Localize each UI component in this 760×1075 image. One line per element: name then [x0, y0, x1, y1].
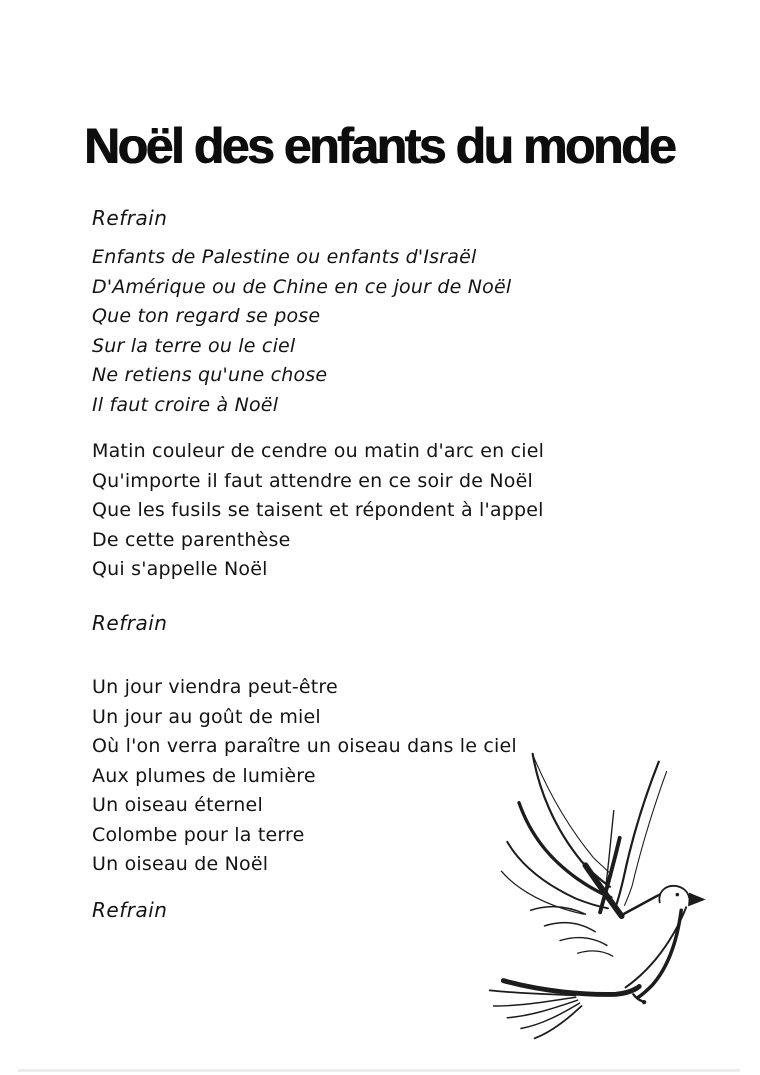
verse-line: De cette parenthèse	[92, 528, 291, 551]
verse-line: Un oiseau de Noël	[92, 853, 269, 875]
verse-line: Où l'on verra paraître un oiseau dans le ciel	[92, 735, 517, 757]
song-title: Noël des enfants du monde	[84, 117, 675, 174]
verse-line: Un jour viendra peut-être	[92, 676, 338, 698]
verse-line: Colombe pour la terre	[92, 823, 305, 846]
verse-line: Qui s'appelle Noël	[92, 558, 268, 580]
refrain-label-1: Refrain	[92, 206, 168, 230]
verse-line: Un jour au goût de miel	[92, 705, 321, 728]
verse-line: Il faut croire à Noël	[92, 393, 279, 416]
verse-3	[92, 673, 517, 880]
refrain-label-3: Refrain	[92, 898, 168, 922]
verse-line: Que les fusils se taisent et répondent à l'appel	[92, 499, 544, 521]
dove-illustration	[486, 748, 724, 1051]
verse-line: Un oiseau éternel	[92, 794, 263, 816]
refrain-label-2: Refrain	[92, 611, 168, 635]
verse-line: Aux plumes de lumière	[92, 764, 316, 787]
verse-line: Matin couleur de cendre ou matin d'arc en ciel	[92, 440, 545, 462]
verse-line: Ne retiens qu'une chose	[92, 364, 328, 386]
verse-line: Sur la terre ou le ciel	[92, 334, 296, 357]
verse-line: Qu'importe il faut attendre en ce soir de Noël	[92, 469, 533, 492]
verse-2	[92, 437, 544, 585]
verse-line: Que ton regard se pose	[92, 305, 321, 327]
verse-refrain-lyrics	[92, 243, 511, 420]
verse-line: Enfants de Palestine ou enfants d'Israël	[92, 246, 477, 268]
verse-line: D'Amérique ou de Chine en ce jour de Noël	[92, 275, 512, 298]
scan-artifact-line	[18, 1069, 740, 1072]
